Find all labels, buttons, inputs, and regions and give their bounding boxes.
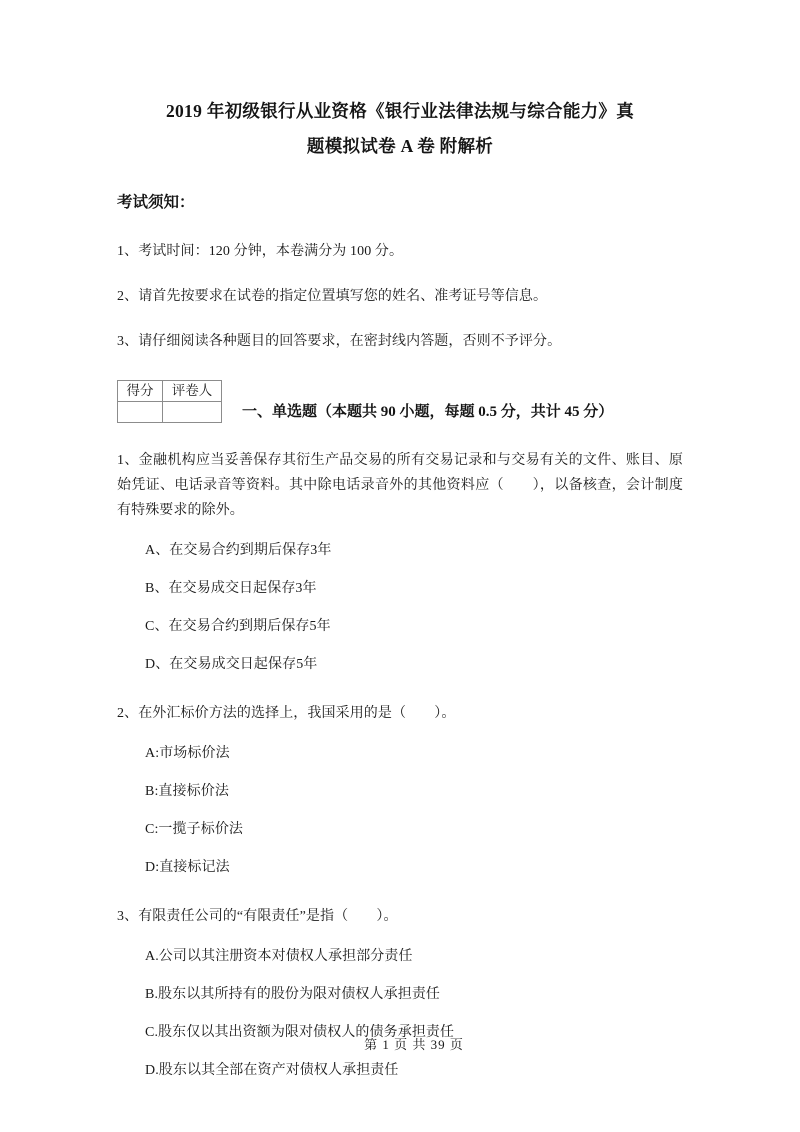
question-item	[117, 448, 683, 676]
option-item[interactable]: D.股东以其全部在资产对债权人承担责任	[145, 1063, 399, 1078]
option-item[interactable]: A.公司以其注册资本对债权人承担部分责任	[145, 949, 413, 964]
question-stem: 2、在外汇标价方法的选择上，我国采用的是（ ）。	[117, 706, 456, 721]
option-item[interactable]: A、在交易合约到期后保存3年	[145, 543, 332, 558]
notice-item: 1、考试时间：120 分钟，本卷满分为 100 分。	[117, 244, 404, 259]
option-item[interactable]: C:一揽子标价法	[145, 822, 244, 837]
option-list	[117, 743, 683, 879]
grader-label-cell: 评卷人	[163, 381, 222, 402]
option-item[interactable]: D:直接标记法	[145, 860, 230, 875]
option-list	[117, 946, 683, 1082]
option-item[interactable]: D、在交易成交日起保存5年	[145, 657, 318, 672]
question-item	[117, 701, 683, 879]
option-item[interactable]: B.股东以其所持有的股份为限对债权人承担责任	[145, 987, 441, 1002]
option-list	[117, 540, 683, 676]
question-stem: 3、有限责任公司的“有限责任”是指（ ）。	[117, 909, 398, 924]
section-block	[117, 380, 683, 423]
score-table	[117, 380, 222, 423]
option-item[interactable]: A:市场标价法	[145, 746, 230, 761]
page-title	[117, 0, 683, 164]
grader-value-cell[interactable]	[163, 402, 222, 423]
page-footer: 第 1 页 共 39 页	[364, 1037, 464, 1052]
page-title-line-2: 题模拟试卷 A 卷 附解析	[306, 136, 494, 156]
score-value-cell[interactable]	[118, 402, 163, 423]
section-title: 一、单选题（本题共 90 小题，每题 0.5 分，共计 45 分）	[242, 404, 614, 420]
question-item	[117, 904, 683, 1082]
notice-item: 3、请仔细阅读各种题目的回答要求，在密封线内答题，否则不予评分。	[117, 334, 562, 349]
notice-list	[117, 241, 683, 353]
page-title-line-1: 2019 年初级银行从业资格《银行业法律法规与综合能力》真	[165, 101, 635, 121]
option-item[interactable]: C、在交易合约到期后保存5年	[145, 619, 331, 634]
score-label-cell: 得分	[118, 381, 163, 402]
option-item[interactable]: B、在交易成交日起保存3年	[145, 581, 317, 596]
option-item[interactable]: C.股东仅以其出资额为限对债权人的债务承担责任	[145, 1025, 455, 1040]
question-list	[117, 448, 683, 1082]
notice-item: 2、请首先按要求在试卷的指定位置填写您的姓名、准考证号等信息。	[117, 289, 548, 304]
notice-heading: 考试须知：	[117, 194, 195, 211]
question-stem: 1、金融机构应当妥善保存其衍生产品交易的所有交易记录和与交易有关的文件、账目、原始凭证、电话录音等资料。其中除电话录音外的其他资料应（ ），以备核查，会计制度有特殊要求的除外。	[117, 453, 683, 518]
score-table-value-row	[118, 402, 222, 423]
option-item[interactable]: B:直接标价法	[145, 784, 229, 799]
score-table-header-row	[118, 381, 222, 402]
